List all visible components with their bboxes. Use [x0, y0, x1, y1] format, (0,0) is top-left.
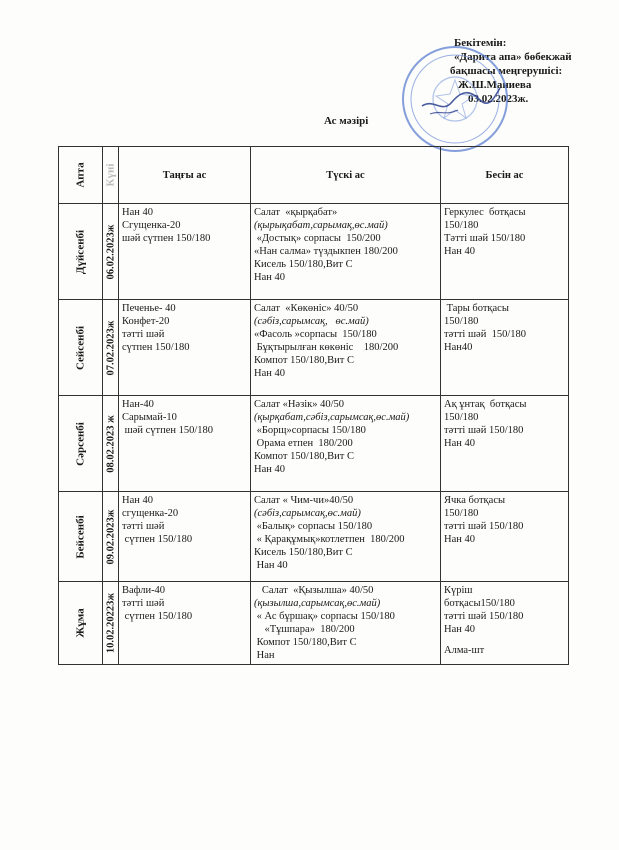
- breakfast-line: Конфет-20: [122, 316, 170, 327]
- table-row: [59, 492, 569, 582]
- day-label: Дүйсенбі: [74, 229, 86, 274]
- breakfast-cell: [119, 582, 251, 665]
- table-row: [59, 300, 569, 396]
- snack-line: Нан 40: [444, 624, 475, 635]
- breakfast-line: Сгущенка-20: [122, 220, 181, 231]
- day-label: Жұма: [74, 608, 86, 638]
- lunch-cell: [251, 396, 441, 492]
- breakfast-line: Сарымай-10: [122, 412, 177, 423]
- official-stamp-icon: [400, 44, 510, 154]
- lunch-line: (сәбіз,сарымсақ,өс.май): [254, 508, 361, 519]
- day-cell: [59, 396, 103, 492]
- lunch-line: Нан 40: [254, 464, 285, 475]
- approval-line-5: 03.02.2023ж.: [468, 93, 529, 105]
- date-label: 10.02.20223ж: [105, 592, 116, 654]
- date-cell: [103, 300, 119, 396]
- header-week: Апта: [59, 147, 103, 204]
- breakfast-line: шәй сүтпен 150/180: [122, 425, 214, 436]
- snack-line: 150/180: [444, 412, 479, 423]
- snack-cell: [441, 204, 569, 300]
- snack-line: тәтті шәй 150/180: [444, 425, 524, 436]
- lunch-line: Кисель 150/180,Вит С: [254, 259, 353, 270]
- snack-line: 150/180: [444, 316, 479, 327]
- breakfast-line: сүтпен 150/180: [122, 534, 193, 545]
- snack-line: тәтті шәй 150/180: [444, 611, 524, 622]
- snack-cell: [441, 492, 569, 582]
- lunch-line: Бұқтырылған көкөніс 180/200: [254, 342, 399, 353]
- lunch-line: Салат « Чим-чи»40/50: [254, 495, 354, 506]
- lunch-line: Нан 40: [254, 368, 285, 379]
- lunch-line: Кисель 150/180,Вит С: [254, 547, 353, 558]
- snack-line: Нан 40: [444, 246, 475, 257]
- snack-cell: [441, 582, 569, 665]
- approval-line-3: бақшасы меңгерушісі:: [450, 65, 563, 77]
- lunch-cell: [251, 204, 441, 300]
- date-label: 09.02.2023ж: [105, 509, 116, 564]
- lunch-cell: [251, 582, 441, 665]
- breakfast-line: Печенье- 40: [122, 303, 176, 314]
- breakfast-cell: [119, 492, 251, 582]
- breakfast-cell: [119, 396, 251, 492]
- approval-line-4: Ж.Ш.Маниева: [458, 79, 532, 91]
- snack-line: Алма-шт: [444, 645, 485, 656]
- lunch-line: Салат «Көкөніс» 40/50: [254, 303, 359, 314]
- snack-line: [444, 636, 565, 644]
- snack-cell: [441, 396, 569, 492]
- date-cell: [103, 582, 119, 665]
- header-row: [59, 147, 569, 204]
- day-cell: [59, 582, 103, 665]
- lunch-line: (қызылша,сарымсақ,өс.май): [254, 598, 381, 609]
- snack-cell: [441, 300, 569, 396]
- lunch-line: Компот 150/180,Вит С: [254, 451, 355, 462]
- breakfast-cell: [119, 204, 251, 300]
- snack-line: 150/180: [444, 508, 479, 519]
- breakfast-line: тәтті шәй: [122, 521, 165, 532]
- day-label: Бейсенбі: [74, 514, 86, 559]
- lunch-line: Нан 40: [254, 560, 288, 571]
- lunch-line: (қырқабат,сәбіз,сарымсақ,өс.май): [254, 412, 410, 423]
- snack-line: Ақ ұнтақ ботқасы: [444, 399, 527, 410]
- lunch-line: Нан: [254, 650, 275, 661]
- lunch-line: Компот 150/180,Вит С: [254, 637, 357, 648]
- date-label: 06.02.2023ж: [105, 224, 116, 279]
- date-cell: [103, 396, 119, 492]
- breakfast-line: сүтпен 150/180: [122, 611, 193, 622]
- snack-line: ботқасы150/180: [444, 598, 515, 609]
- lunch-line: «Нан салма» түздыкпен 180/200: [254, 246, 398, 257]
- lunch-line: «Балық» сорпасы 150/180: [254, 521, 373, 532]
- date-cell: [103, 492, 119, 582]
- breakfast-line: Нан-40: [122, 399, 154, 410]
- lunch-line: (сәбіз,сарымсақ, өс.май): [254, 316, 369, 327]
- day-cell: [59, 300, 103, 396]
- lunch-cell: [251, 300, 441, 396]
- breakfast-line: сүтпен 150/180: [122, 342, 190, 353]
- lunch-line: Орама етпен 180/200: [254, 438, 353, 449]
- menu-table: [58, 146, 569, 665]
- day-cell: [59, 204, 103, 300]
- lunch-line: «Тұшпара» 180/200: [254, 624, 355, 635]
- snack-line: 150/180: [444, 220, 479, 231]
- table-row: [59, 396, 569, 492]
- lunch-line: Компот 150/180,Вит С: [254, 355, 355, 366]
- date-label: 07.02.2023ж: [105, 320, 116, 375]
- lunch-line: « Ас бұршақ» сорпасы 150/180: [254, 611, 395, 622]
- approval-line-2: «Дарита апа» бөбекжай: [454, 51, 572, 63]
- lunch-line: Салат «қырқабат»: [254, 207, 338, 218]
- snack-line: Тары ботқасы: [444, 303, 509, 314]
- approval-line-1: Бекітемін:: [454, 37, 507, 49]
- snack-line: Күріш: [444, 585, 473, 596]
- breakfast-line: Нан 40: [122, 495, 153, 506]
- day-cell: [59, 492, 103, 582]
- header-breakfast: Таңғы ас: [119, 147, 251, 204]
- date-cell: [103, 204, 119, 300]
- date-label: 08.02.2023 ж: [105, 414, 116, 473]
- table-row: [59, 582, 569, 665]
- lunch-line: Салат «Қызылша» 40/50: [254, 585, 374, 596]
- day-label: Сейсенбі: [74, 325, 86, 370]
- lunch-line: «Борщ»сорпасы 150/180: [254, 425, 366, 436]
- snack-line: Ячка ботқасы: [444, 495, 506, 506]
- snack-line: Нан 40: [444, 438, 475, 449]
- breakfast-line: Нан 40: [122, 207, 153, 218]
- menu-title: Ас мәзірі: [324, 115, 369, 127]
- lunch-line: «Достық» сорпасы 150/200: [254, 233, 381, 244]
- snack-line: тәтті шәй 150/180: [444, 329, 527, 340]
- breakfast-cell: [119, 300, 251, 396]
- snack-line: Геркулес ботқасы: [444, 207, 526, 218]
- snack-line: Тәтті шәй 150/180: [444, 233, 526, 244]
- lunch-cell: [251, 492, 441, 582]
- header-lunch: Түскі ас: [251, 147, 441, 204]
- breakfast-line: сгущенка-20: [122, 508, 179, 519]
- breakfast-line: шәй сүтпен 150/180: [122, 233, 211, 244]
- snack-line: тәтті шәй 150/180: [444, 521, 524, 532]
- lunch-line: «Фасоль »сорпасы 150/180: [254, 329, 377, 340]
- breakfast-line: тәтті шәй: [122, 598, 165, 609]
- header-snack: Бесін ас: [441, 147, 569, 204]
- breakfast-line: Вафли-40: [122, 585, 166, 596]
- lunch-line: (қырықабат,сарымақ,өс.май): [254, 220, 388, 231]
- breakfast-line: тәтті шәй: [122, 329, 165, 340]
- lunch-line: Нан 40: [254, 272, 285, 283]
- snack-line: Нан40: [444, 342, 473, 353]
- lunch-line: Салат «Нәзік» 40/50: [254, 399, 345, 410]
- lunch-line: « Қарақұмық»котлетпен 180/200: [254, 534, 405, 545]
- snack-line: Нан 40: [444, 534, 475, 545]
- day-label: Сәрсенбі: [74, 421, 86, 466]
- header-date: Күні: [103, 147, 119, 204]
- table-row: [59, 204, 569, 300]
